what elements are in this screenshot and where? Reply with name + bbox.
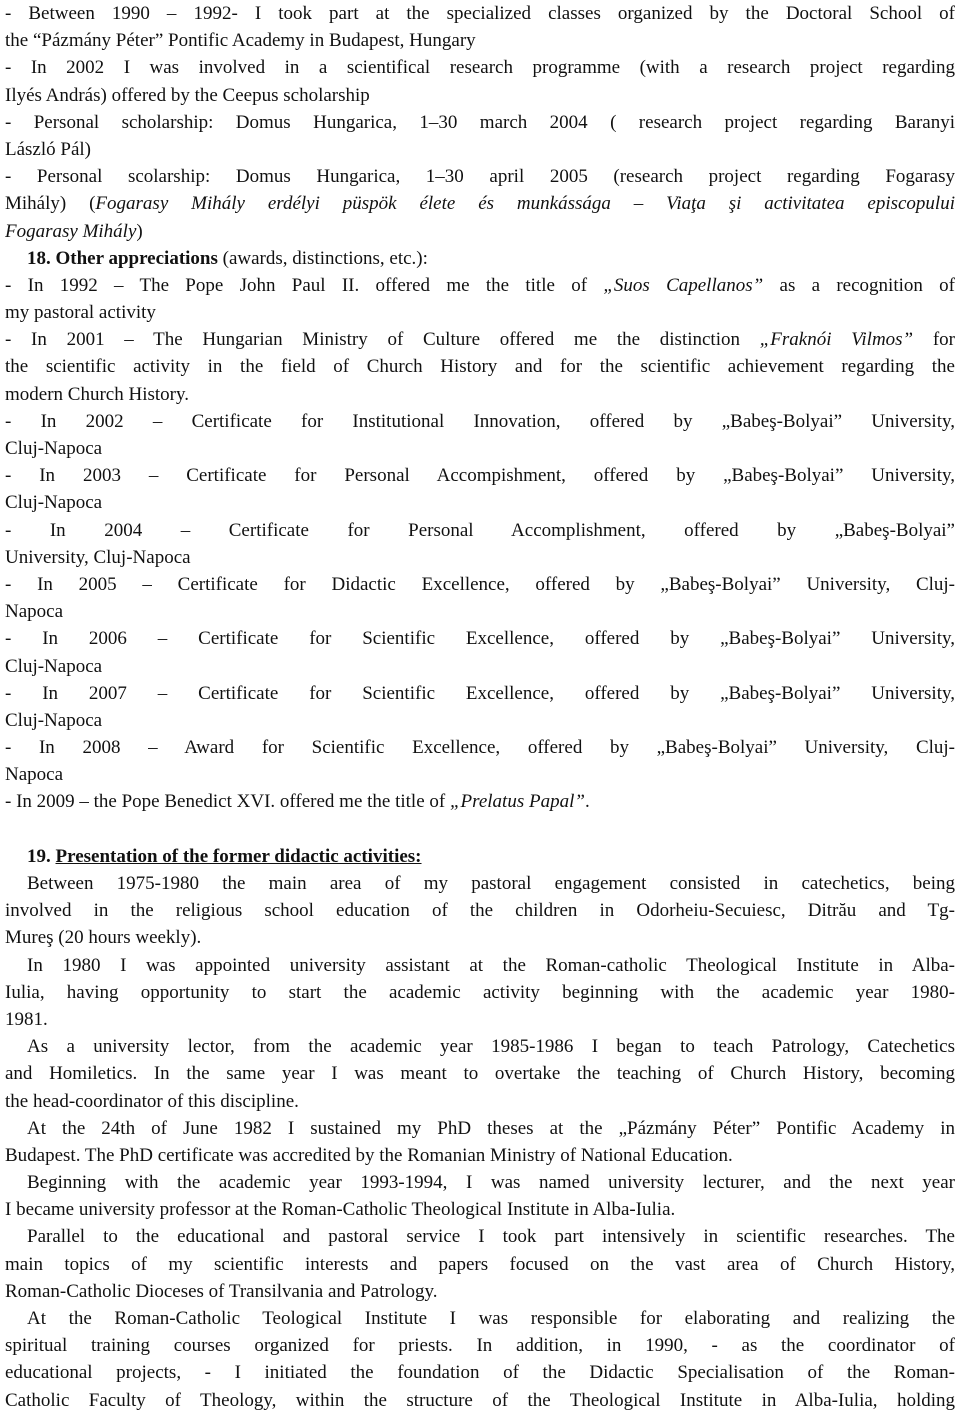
- text-line: - In 2006 – Certificate for Scientific Excellence, offered by „Babeş-Bolyai” University,: [5, 628, 955, 650]
- text-line: - In 2002 I was involved in a scientifical research programme (with a research project regarding: [5, 57, 955, 79]
- text-line: the “Pázmány Péter” Pontific Academy in Budapest, Hungary: [5, 30, 476, 52]
- section-subtitle: (awards, distinctions, etc.):: [217, 247, 428, 269]
- text-line: Cluj-Napoca: [5, 492, 103, 514]
- text-line: - In 2005 – Certificate for Didactic Excellence, offered by „Babeş-Bolyai” University, Cluj-: [5, 573, 955, 595]
- book-title: Fogarasy Mihály: [5, 220, 137, 242]
- text-line: spiritual training courses organized for priests. In addition, in 1990, - as the coordinator of: [5, 1335, 955, 1357]
- text-line: Parallel to the educational and pastoral service I took part intensively in scientific researches. The: [27, 1226, 955, 1248]
- section-title: 18. Other appreciations: [27, 247, 218, 269]
- text-line: Cluj-Napoca: [5, 655, 103, 677]
- text-line: As a university lector, from the academic year 1985-1986 I began to teach Patrology, Catechetics: [27, 1036, 955, 1058]
- text-line: - Personal scolarship: Domus Hungarica, 1–30 april 2005 (research project regarding Fogarasy: [5, 166, 955, 188]
- text-line: László Pál): [5, 138, 92, 160]
- text-run: - In 2009 – the Pope Benedict XVI. offered me the title of: [5, 791, 450, 813]
- text-line: [5, 326, 955, 353]
- text-run: as a recognition of: [763, 274, 955, 296]
- section-number: 19.: [27, 845, 56, 867]
- text-line: Catholic Faculty of Theology, within the structure of the Theological Institute in Alba-Iulia, holding: [5, 1389, 955, 1411]
- text-run: Mihály) (: [5, 193, 96, 215]
- text-line: involved in the religious school education of the children in Odorheiu-Secuiesc, Ditrău and Tg-: [5, 900, 955, 922]
- text-line: [5, 272, 955, 299]
- text-run: - In 1992 – The Pope John Paul II. offered me the title of: [5, 274, 604, 296]
- distinction-title: „Fraknói Vilmos”: [759, 329, 914, 351]
- text-line: - In 2003 – Certificate for Personal Accompishment, offered by „Babeş-Bolyai” University,: [5, 465, 955, 487]
- text-line: - In 2004 – Certificate for Personal Accomplishment, offered by „Babeş-Bolyai”: [5, 519, 955, 541]
- text-run: .: [584, 791, 590, 813]
- text-line: At the Roman-Catholic Teological Institute I was responsible for elaborating and realizing the: [27, 1308, 955, 1329]
- honorary-title: „Suos Capellanos”: [603, 274, 764, 296]
- text-line: Napoca: [5, 601, 64, 623]
- section-heading-18: [5, 245, 955, 272]
- text-line: Beginning with the academic year 1993-1994, I was named university lecturer, and the next year: [27, 1172, 955, 1194]
- text-line: - In 2007 – Certificate for Scientific Excellence, offered by „Babeş-Bolyai” University,: [5, 682, 955, 704]
- section-heading-19: [5, 843, 955, 870]
- text-line: Budapest. The PhD certificate was accredited by the Romanian Ministry of National Education.: [5, 1144, 733, 1166]
- text-line: my pastoral activity: [5, 302, 156, 324]
- text-run: ): [136, 220, 143, 242]
- text-line: main topics of my scientific interests and papers focused on the vast area of Church History,: [5, 1253, 955, 1275]
- text-line: Between 1975-1980 the main area of my pastoral engagement consisted in catechetics, being: [27, 873, 955, 894]
- text-line: At the 24th of June 1982 I sustained my PhD theses at the „Pázmány Péter” Pontific Academy in: [27, 1117, 955, 1139]
- text-line: Napoca: [5, 764, 64, 786]
- text-line: Cluj-Napoca: [5, 709, 103, 731]
- text-line: Mureş (20 hours weekly).: [5, 927, 202, 949]
- text-line: the head-coordinator of this discipline.: [5, 1090, 299, 1112]
- text-run: for: [913, 329, 955, 351]
- honorary-title: „Prelatus Papal”: [449, 791, 585, 813]
- text-line: [5, 218, 955, 245]
- text-line: In 1980 I was appointed university assistant at the Roman-catholic Theological Institute in Alba-: [27, 954, 955, 976]
- text-line: Ilyés András) offered by the Ceepus scholarship: [5, 84, 370, 106]
- text-line: University, Cluj-Napoca: [5, 546, 191, 568]
- text-line: 1981.: [5, 1008, 48, 1030]
- text-line: Cluj-Napoca: [5, 438, 103, 459]
- section-title: Presentation of the former didactic activities:: [55, 845, 422, 867]
- text-line: Iulia, having opportunity to start the academic activity beginning with the academic year 1980-: [5, 981, 955, 1003]
- text-line: and Homiletics. In the same year I was meant to overtake the teaching of Church History, becoming: [5, 1063, 955, 1085]
- text-line: - Personal scholarship: Domus Hungarica, 1–30 march 2004 ( research project regarding Baranyi: [5, 111, 955, 133]
- text-line: [5, 190, 955, 217]
- text-line: educational projects, - I initiated the foundation of the Didactic Specialisation of the Roman-: [5, 1362, 955, 1384]
- text-line: modern Church History.: [5, 383, 189, 405]
- text-line: [5, 788, 955, 815]
- text-line: - Between 1990 – 1992- I took part at the specialized classes organized by the Doctoral School of: [5, 3, 955, 24]
- text-line: - In 2008 – Award for Scientific Excellence, offered by „Babeş-Bolyai” University, Cluj-: [5, 737, 955, 759]
- text-run: - In 2001 – The Hungarian Ministry of Culture offered me the distinction: [5, 329, 760, 351]
- book-title: Fogarasy Mihály erdélyi püspök élete és munkássága – Viaţa şi activitatea episcopului: [95, 193, 955, 215]
- text-line: the scientific activity in the field of Church History and for the scientific achievement regarding the: [5, 356, 955, 378]
- text-line: Roman-Catholic Dioceses of Transilvania and Patrology.: [5, 1280, 438, 1302]
- text-line: I became university professor at the Roman-Catholic Theological Institute in Alba-Iulia.: [5, 1199, 676, 1221]
- text-line: - In 2002 – Certificate for Institutional Innovation, offered by „Babeş-Bolyai” University,: [5, 410, 955, 432]
- blank-line: [5, 816, 955, 843]
